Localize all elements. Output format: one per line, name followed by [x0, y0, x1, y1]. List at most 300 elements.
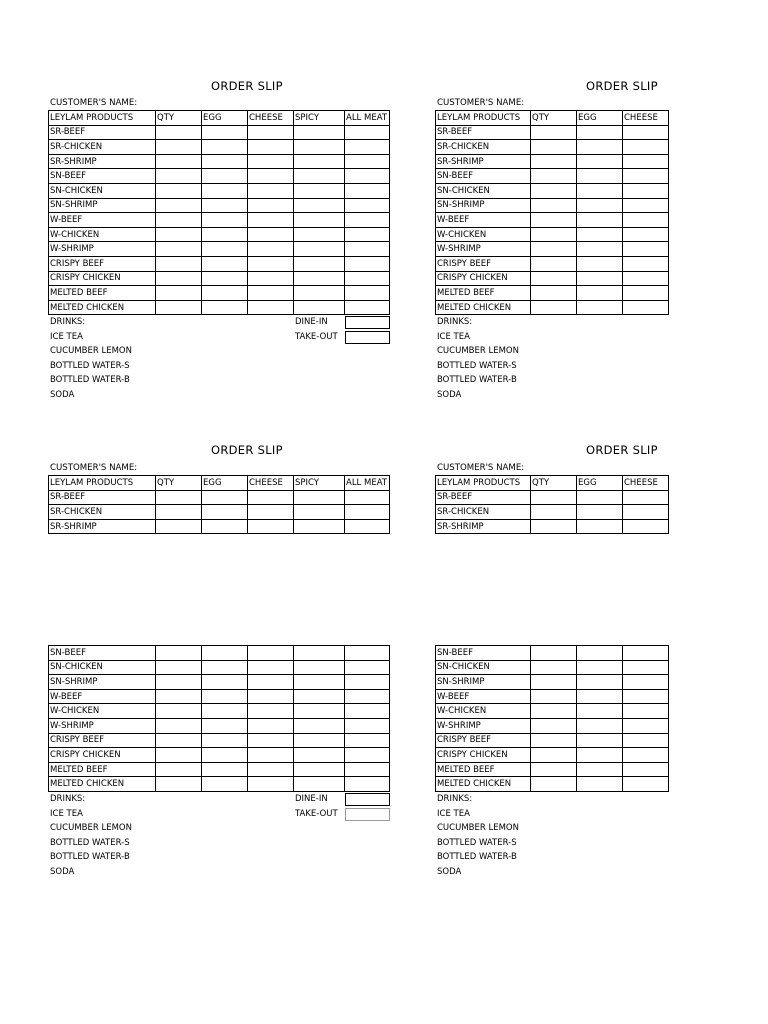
order-entry-cell[interactable]: [248, 125, 294, 140]
product-name-cell: SR-BEEF: [436, 125, 531, 140]
table-row: [436, 646, 669, 661]
order-entry-cell[interactable]: [294, 286, 345, 301]
order-entry-cell[interactable]: [202, 748, 248, 763]
order-entry-cell[interactable]: [623, 689, 669, 704]
order-entry-cell[interactable]: [531, 646, 577, 661]
order-entry-cell[interactable]: [623, 271, 669, 286]
order-entry-cell[interactable]: [248, 748, 294, 763]
table-row: [49, 646, 390, 661]
drink-item: ICE TEA: [50, 331, 83, 342]
order-entry-cell[interactable]: [531, 689, 577, 704]
product-name-cell: MELTED CHICKEN: [49, 300, 156, 315]
order-entry-cell[interactable]: [294, 227, 345, 242]
order-entry-cell[interactable]: [156, 733, 202, 748]
order-entry-cell[interactable]: [156, 490, 202, 505]
order-entry-cell[interactable]: [531, 704, 577, 719]
drinks-label: DRINKS:: [437, 317, 473, 327]
table-row: [436, 519, 669, 534]
order-entry-cell[interactable]: [577, 271, 623, 286]
order-entry-cell[interactable]: [623, 704, 669, 719]
order-entry-cell[interactable]: [294, 140, 345, 155]
order-entry-cell[interactable]: [345, 271, 390, 286]
order-entry-cell[interactable]: [623, 762, 669, 777]
order-entry-cell[interactable]: [577, 733, 623, 748]
product-name-cell: SN-BEEF: [49, 646, 156, 661]
table-header-row: [49, 111, 390, 126]
order-entry-cell[interactable]: [248, 704, 294, 719]
table-row: [49, 660, 390, 675]
slip-1-order-table-a: [48, 110, 390, 169]
product-name-cell: MELTED CHICKEN: [49, 777, 156, 792]
table-header-row: [436, 476, 669, 491]
order-entry-cell[interactable]: [248, 505, 294, 520]
slip-2-order-table-a: [435, 110, 669, 169]
order-entry-cell[interactable]: [202, 505, 248, 520]
order-entry-cell[interactable]: [623, 140, 669, 155]
slip-1-dine-in-label: DINE-IN: [295, 317, 328, 327]
order-entry-cell[interactable]: [345, 718, 390, 733]
order-entry-cell[interactable]: [294, 169, 345, 184]
order-entry-cell[interactable]: [623, 169, 669, 184]
order-entry-cell[interactable]: [577, 646, 623, 661]
order-entry-cell[interactable]: [294, 704, 345, 719]
slip-3-title: ORDER SLIP: [211, 443, 283, 457]
order-entry-cell[interactable]: [531, 213, 577, 228]
order-entry-cell[interactable]: [577, 660, 623, 675]
order-entry-cell[interactable]: [248, 183, 294, 198]
order-entry-cell[interactable]: [156, 183, 202, 198]
product-name-cell: SN-BEEF: [436, 169, 531, 184]
order-entry-cell[interactable]: [248, 646, 294, 661]
order-entry-cell[interactable]: [294, 125, 345, 140]
product-name-cell: SR-CHICKEN: [49, 140, 156, 155]
order-entry-cell[interactable]: [345, 777, 390, 792]
drink-item: BOTTLED WATER-B: [50, 375, 130, 386]
order-entry-cell[interactable]: [248, 689, 294, 704]
order-entry-cell[interactable]: [156, 169, 202, 184]
order-entry-cell[interactable]: [577, 490, 623, 505]
order-entry-cell[interactable]: [294, 777, 345, 792]
order-entry-cell[interactable]: [248, 213, 294, 228]
order-entry-cell[interactable]: [531, 777, 577, 792]
table-row: [436, 505, 669, 520]
order-entry-cell[interactable]: [294, 660, 345, 675]
order-entry-cell[interactable]: [623, 490, 669, 505]
drinks-label: DRINKS:: [437, 794, 473, 804]
order-entry-cell[interactable]: [294, 300, 345, 315]
column-header: QTY: [156, 111, 202, 126]
order-entry-cell[interactable]: [248, 300, 294, 315]
slip-1-take-out-checkbox[interactable]: [345, 331, 390, 344]
table-row: [436, 242, 669, 257]
order-entry-cell[interactable]: [623, 300, 669, 315]
product-name-cell: MELTED BEEF: [436, 286, 531, 301]
drink-item: BOTTLED WATER-S: [437, 360, 517, 371]
order-entry-cell[interactable]: [202, 675, 248, 690]
order-entry-cell[interactable]: [202, 762, 248, 777]
order-entry-cell[interactable]: [531, 675, 577, 690]
order-entry-cell[interactable]: [294, 519, 345, 534]
order-entry-cell[interactable]: [577, 169, 623, 184]
order-entry-cell[interactable]: [202, 213, 248, 228]
column-header: CHEESE: [248, 476, 294, 491]
order-entry-cell[interactable]: [623, 733, 669, 748]
order-entry-cell[interactable]: [345, 169, 390, 184]
table-row: [49, 213, 390, 228]
order-entry-cell[interactable]: [294, 689, 345, 704]
order-entry-cell[interactable]: [202, 777, 248, 792]
order-entry-cell[interactable]: [577, 183, 623, 198]
order-entry-cell[interactable]: [531, 271, 577, 286]
order-entry-cell[interactable]: [623, 213, 669, 228]
order-entry-cell[interactable]: [248, 777, 294, 792]
table-row: [436, 271, 669, 286]
order-entry-cell[interactable]: [248, 140, 294, 155]
slip-1-dine-in-checkbox[interactable]: [345, 316, 390, 329]
drink-item: SODA: [50, 866, 75, 877]
slip-1-customer-name-label: CUSTOMER'S NAME:: [50, 98, 138, 108]
order-entry-cell[interactable]: [531, 183, 577, 198]
order-entry-cell[interactable]: [345, 733, 390, 748]
order-entry-cell[interactable]: [531, 140, 577, 155]
order-entry-cell[interactable]: [156, 227, 202, 242]
order-entry-cell[interactable]: [623, 519, 669, 534]
order-entry-cell[interactable]: [202, 646, 248, 661]
product-name-cell: SN-SHRIMP: [436, 675, 531, 690]
order-entry-cell[interactable]: [248, 256, 294, 271]
order-entry-cell[interactable]: [531, 125, 577, 140]
order-entry-cell[interactable]: [623, 748, 669, 763]
order-entry-cell[interactable]: [623, 505, 669, 520]
slip-3-take-out-label: TAKE-OUT: [295, 808, 338, 819]
order-entry-cell[interactable]: [156, 213, 202, 228]
order-entry-cell[interactable]: [531, 300, 577, 315]
table-row: [49, 490, 390, 505]
order-entry-cell[interactable]: [531, 198, 577, 213]
order-entry-cell[interactable]: [202, 125, 248, 140]
table-row: [49, 505, 390, 520]
order-entry-cell[interactable]: [577, 300, 623, 315]
product-name-cell: W-BEEF: [49, 213, 156, 228]
order-entry-cell[interactable]: [156, 125, 202, 140]
order-entry-cell[interactable]: [202, 198, 248, 213]
order-entry-cell[interactable]: [156, 689, 202, 704]
order-entry-cell[interactable]: [531, 169, 577, 184]
order-entry-cell[interactable]: [202, 718, 248, 733]
order-entry-cell[interactable]: [531, 490, 577, 505]
order-entry-cell[interactable]: [156, 505, 202, 520]
product-name-cell: CRISPY BEEF: [49, 256, 156, 271]
order-entry-cell[interactable]: [248, 271, 294, 286]
order-entry-cell[interactable]: [345, 689, 390, 704]
column-header: QTY: [156, 476, 202, 491]
order-entry-cell[interactable]: [623, 198, 669, 213]
order-entry-cell[interactable]: [294, 748, 345, 763]
order-entry-cell[interactable]: [531, 227, 577, 242]
order-entry-cell[interactable]: [531, 733, 577, 748]
product-name-cell: SR-SHRIMP: [436, 154, 531, 169]
order-entry-cell[interactable]: [577, 198, 623, 213]
order-entry-cell[interactable]: [294, 718, 345, 733]
table-row: [49, 140, 390, 155]
slip-3-drinks-section: [48, 792, 132, 880]
order-entry-cell[interactable]: [345, 198, 390, 213]
order-entry-cell[interactable]: [345, 505, 390, 520]
column-header: CHEESE: [623, 111, 669, 126]
order-entry-cell[interactable]: [156, 748, 202, 763]
order-entry-cell[interactable]: [248, 718, 294, 733]
table-row: [436, 140, 669, 155]
table-row: [49, 733, 390, 748]
table-row: [49, 519, 390, 534]
order-entry-cell[interactable]: [248, 519, 294, 534]
drink-item: ICE TEA: [437, 331, 470, 342]
order-entry-cell[interactable]: [531, 660, 577, 675]
column-header: EGG: [577, 476, 623, 491]
table-row: [49, 286, 390, 301]
order-entry-cell[interactable]: [294, 646, 345, 661]
order-entry-cell[interactable]: [294, 733, 345, 748]
order-entry-cell[interactable]: [531, 242, 577, 257]
order-entry-cell[interactable]: [294, 490, 345, 505]
order-entry-cell[interactable]: [294, 505, 345, 520]
order-entry-cell[interactable]: [294, 762, 345, 777]
table-row: [436, 748, 669, 763]
drink-item: SODA: [437, 389, 462, 400]
order-entry-cell[interactable]: [202, 271, 248, 286]
order-entry-cell[interactable]: [156, 198, 202, 213]
order-entry-cell[interactable]: [202, 140, 248, 155]
order-entry-cell[interactable]: [623, 242, 669, 257]
order-entry-cell[interactable]: [577, 505, 623, 520]
slip-3-dine-in-label: DINE-IN: [295, 794, 328, 804]
order-entry-cell[interactable]: [623, 286, 669, 301]
slip-3-take-out-checkbox[interactable]: [345, 808, 390, 821]
order-entry-cell[interactable]: [156, 242, 202, 257]
product-name-cell: SN-BEEF: [436, 646, 531, 661]
order-entry-cell[interactable]: [202, 154, 248, 169]
product-name-cell: W-SHRIMP: [49, 718, 156, 733]
order-entry-cell[interactable]: [202, 660, 248, 675]
order-entry-cell[interactable]: [531, 718, 577, 733]
order-entry-cell[interactable]: [577, 256, 623, 271]
order-entry-cell[interactable]: [577, 154, 623, 169]
order-entry-cell[interactable]: [345, 748, 390, 763]
table-row: [436, 125, 669, 140]
order-entry-cell[interactable]: [345, 490, 390, 505]
order-entry-cell[interactable]: [577, 675, 623, 690]
order-entry-cell[interactable]: [202, 689, 248, 704]
order-entry-cell[interactable]: [623, 646, 669, 661]
order-entry-cell[interactable]: [248, 660, 294, 675]
order-entry-cell[interactable]: [577, 748, 623, 763]
table-row: [436, 777, 669, 792]
slip-2-title: ORDER SLIP: [586, 79, 658, 93]
order-entry-cell[interactable]: [345, 213, 390, 228]
order-entry-cell[interactable]: [156, 704, 202, 719]
order-entry-cell[interactable]: [248, 762, 294, 777]
order-entry-cell[interactable]: [577, 519, 623, 534]
order-entry-cell[interactable]: [531, 748, 577, 763]
order-entry-cell[interactable]: [345, 675, 390, 690]
order-entry-cell[interactable]: [577, 777, 623, 792]
order-entry-cell[interactable]: [623, 675, 669, 690]
order-entry-cell[interactable]: [345, 646, 390, 661]
drink-item: SODA: [437, 866, 462, 877]
drinks-label: DRINKS:: [50, 794, 86, 804]
order-entry-cell[interactable]: [202, 733, 248, 748]
product-name-cell: W-SHRIMP: [49, 242, 156, 257]
order-entry-cell[interactable]: [531, 154, 577, 169]
drink-item: CUCUMBER LEMON: [437, 823, 519, 834]
slip-4-title: ORDER SLIP: [586, 443, 658, 457]
slip-1-title: ORDER SLIP: [211, 79, 283, 93]
order-entry-cell[interactable]: [248, 154, 294, 169]
table-row: [49, 777, 390, 792]
order-entry-cell[interactable]: [202, 519, 248, 534]
table-row: [436, 704, 669, 719]
slip-1-take-out-label: TAKE-OUT: [295, 331, 338, 342]
product-name-cell: SN-CHICKEN: [436, 660, 531, 675]
order-entry-cell[interactable]: [345, 183, 390, 198]
order-entry-cell[interactable]: [623, 256, 669, 271]
table-row: [49, 242, 390, 257]
order-entry-cell[interactable]: [202, 286, 248, 301]
product-name-cell: CRISPY CHICKEN: [436, 748, 531, 763]
order-entry-cell[interactable]: [345, 762, 390, 777]
order-entry-cell[interactable]: [202, 300, 248, 315]
order-entry-cell[interactable]: [156, 675, 202, 690]
column-header: EGG: [202, 111, 248, 126]
table-row: [436, 198, 669, 213]
order-entry-cell[interactable]: [294, 256, 345, 271]
order-entry-cell[interactable]: [202, 256, 248, 271]
column-header: LEYLAM PRODUCTS: [436, 111, 531, 126]
order-entry-cell[interactable]: [577, 718, 623, 733]
order-entry-cell[interactable]: [577, 762, 623, 777]
order-entry-cell[interactable]: [623, 125, 669, 140]
order-entry-cell[interactable]: [294, 242, 345, 257]
order-entry-cell[interactable]: [294, 183, 345, 198]
product-name-cell: SR-SHRIMP: [436, 519, 531, 534]
product-name-cell: W-BEEF: [436, 689, 531, 704]
order-entry-cell[interactable]: [345, 660, 390, 675]
order-entry-cell[interactable]: [294, 271, 345, 286]
order-entry-cell[interactable]: [202, 169, 248, 184]
table-row: [49, 256, 390, 271]
order-entry-cell[interactable]: [345, 140, 390, 155]
order-entry-cell[interactable]: [294, 213, 345, 228]
order-entry-cell[interactable]: [156, 660, 202, 675]
order-entry-cell[interactable]: [623, 777, 669, 792]
order-entry-cell[interactable]: [156, 519, 202, 534]
drink-item: BOTTLED WATER-B: [437, 852, 517, 863]
order-entry-cell[interactable]: [623, 183, 669, 198]
order-entry-cell[interactable]: [202, 490, 248, 505]
order-entry-cell[interactable]: [623, 227, 669, 242]
order-entry-cell[interactable]: [156, 286, 202, 301]
order-entry-cell[interactable]: [577, 242, 623, 257]
order-entry-cell[interactable]: [345, 125, 390, 140]
order-entry-cell[interactable]: [531, 519, 577, 534]
order-entry-cell[interactable]: [156, 271, 202, 286]
order-entry-cell[interactable]: [345, 300, 390, 315]
order-entry-cell[interactable]: [202, 183, 248, 198]
order-entry-cell[interactable]: [345, 154, 390, 169]
table-row: [436, 718, 669, 733]
order-entry-cell[interactable]: [345, 519, 390, 534]
order-entry-cell[interactable]: [294, 154, 345, 169]
order-entry-cell[interactable]: [531, 256, 577, 271]
slip-2-customer-name-label: CUSTOMER'S NAME:: [437, 98, 525, 108]
drinks-label: DRINKS:: [50, 317, 86, 327]
order-entry-cell[interactable]: [156, 154, 202, 169]
order-entry-cell[interactable]: [248, 286, 294, 301]
drink-item: CUCUMBER LEMON: [50, 823, 132, 834]
table-row: [436, 213, 669, 228]
slip-2-drinks-section: [435, 315, 519, 403]
product-name-cell: CRISPY CHICKEN: [49, 271, 156, 286]
order-entry-cell[interactable]: [577, 125, 623, 140]
order-entry-cell[interactable]: [345, 227, 390, 242]
order-entry-cell[interactable]: [577, 704, 623, 719]
product-name-cell: SR-BEEF: [49, 490, 156, 505]
product-name-cell: CRISPY BEEF: [436, 256, 531, 271]
order-entry-cell[interactable]: [294, 675, 345, 690]
order-entry-cell[interactable]: [345, 242, 390, 257]
order-entry-cell[interactable]: [202, 227, 248, 242]
product-name-cell: SR-CHICKEN: [436, 505, 531, 520]
order-entry-cell[interactable]: [156, 300, 202, 315]
order-entry-cell[interactable]: [577, 227, 623, 242]
order-entry-cell[interactable]: [248, 733, 294, 748]
order-entry-cell[interactable]: [531, 762, 577, 777]
order-entry-cell[interactable]: [156, 718, 202, 733]
order-entry-cell[interactable]: [248, 490, 294, 505]
order-entry-cell[interactable]: [156, 777, 202, 792]
order-entry-cell[interactable]: [623, 660, 669, 675]
table-row: [49, 704, 390, 719]
order-entry-cell[interactable]: [577, 286, 623, 301]
order-entry-cell[interactable]: [345, 256, 390, 271]
order-entry-cell[interactable]: [156, 256, 202, 271]
order-entry-cell[interactable]: [156, 140, 202, 155]
order-entry-cell[interactable]: [623, 718, 669, 733]
slip-4-customer-name-label: CUSTOMER'S NAME:: [437, 463, 525, 473]
order-entry-cell[interactable]: [577, 689, 623, 704]
order-entry-cell[interactable]: [248, 169, 294, 184]
order-entry-cell[interactable]: [248, 242, 294, 257]
order-entry-cell[interactable]: [345, 704, 390, 719]
product-name-cell: W-CHICKEN: [436, 704, 531, 719]
order-entry-cell[interactable]: [345, 286, 390, 301]
order-entry-cell[interactable]: [577, 140, 623, 155]
order-entry-cell[interactable]: [531, 286, 577, 301]
order-entry-cell[interactable]: [577, 213, 623, 228]
slip-3-dine-in-checkbox[interactable]: [345, 793, 390, 806]
order-entry-cell[interactable]: [202, 242, 248, 257]
order-entry-cell[interactable]: [202, 704, 248, 719]
order-entry-cell[interactable]: [623, 154, 669, 169]
order-entry-cell[interactable]: [531, 505, 577, 520]
order-entry-cell[interactable]: [248, 227, 294, 242]
order-entry-cell[interactable]: [248, 198, 294, 213]
order-entry-cell[interactable]: [248, 675, 294, 690]
order-entry-cell[interactable]: [156, 762, 202, 777]
order-entry-cell[interactable]: [156, 646, 202, 661]
order-entry-cell[interactable]: [294, 198, 345, 213]
table-row: [49, 675, 390, 690]
